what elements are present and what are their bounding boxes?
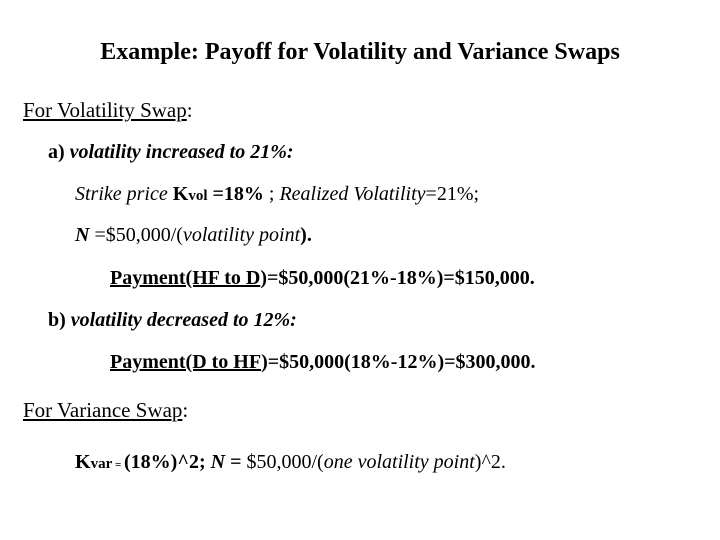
payment-a-value: )=$50,000(21%-18%)=$150,000. [260, 267, 535, 289]
n-value: =$50,000/( [89, 224, 183, 246]
slide-title: Example: Payoff for Volatility and Variance Swaps [100, 39, 620, 65]
payment-a-line [110, 268, 535, 288]
variance-swap-heading [23, 400, 188, 421]
variance-n-value: $50,000/( [246, 451, 324, 473]
notional-line [75, 225, 312, 245]
n-symbol: N [75, 224, 90, 246]
variance-n-close: )^2. [474, 451, 506, 473]
k-var-equals: = [112, 459, 125, 471]
case-a-label: a) [48, 141, 65, 163]
case-a-heading [48, 142, 294, 162]
variance-n-symbol: N [210, 451, 226, 473]
payment-b-label: Payment(D to HF [110, 351, 262, 373]
payment-a-label: Payment(HF to D [110, 267, 261, 289]
strike-value: =18% [207, 183, 264, 205]
payment-b-line [110, 352, 536, 372]
case-b-label: b) [48, 309, 66, 331]
variance-swap-heading-colon: : [182, 398, 189, 422]
realized-value: =21%; [425, 183, 480, 205]
variance-n-equals: = [225, 451, 247, 473]
k-var-symbol: K [75, 451, 91, 473]
k-var-subscript: var [90, 456, 113, 472]
variance-n-unit: one volatility point [323, 451, 475, 473]
volatility-swap-heading [23, 100, 193, 121]
case-b-heading [48, 310, 297, 330]
realized-label: Realized Volatility [279, 183, 426, 205]
n-close: ). [300, 224, 312, 246]
strike-line [75, 184, 479, 204]
variance-swap-heading-text: For Variance Swap [23, 398, 183, 422]
n-unit: volatility point [182, 224, 301, 246]
variance-strike-line [75, 452, 506, 472]
case-b-text: volatility decreased to 12%: [70, 309, 297, 331]
volatility-swap-heading-text: For Volatility Swap [23, 98, 187, 122]
k-vol-symbol: K [172, 183, 189, 205]
k-var-value: (18%)^2; [124, 451, 206, 473]
case-a-text: volatility increased to 21%: [69, 141, 294, 163]
k-vol-subscript: vol [188, 188, 208, 204]
payment-b-value: )=$50,000(18%-12%)=$300,000. [261, 351, 536, 373]
volatility-swap-heading-colon: : [186, 98, 193, 122]
strike-prefix: Strike price [75, 183, 173, 205]
strike-separator: ; [263, 183, 280, 205]
